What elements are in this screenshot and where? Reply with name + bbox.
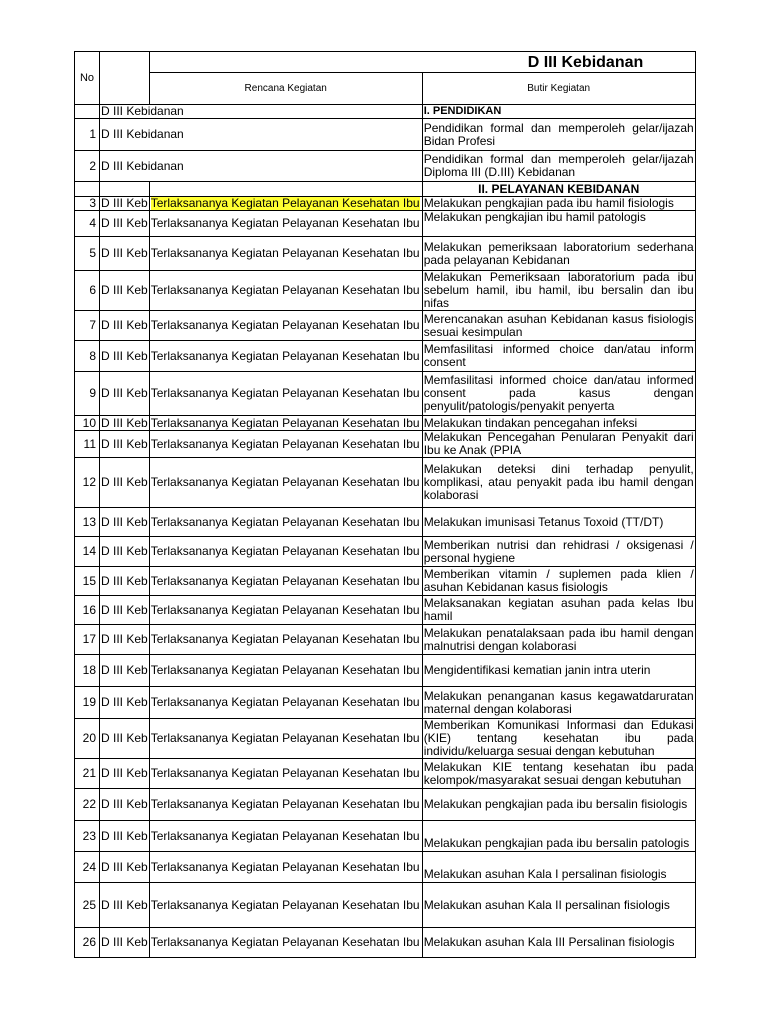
table-row [75, 341, 696, 372]
row-butir: Melakukan penatalaksaan pada ibu hamil dengan malnutrisi dengan kolaborasi [423, 625, 694, 653]
table-row [75, 687, 696, 719]
table-row [75, 655, 696, 687]
table-row [75, 789, 696, 821]
row-rencana-text: Terlaksananya Kegiatan Pelayanan Kesehatan Ibu [150, 897, 420, 912]
row-unit-text: D III Keb [101, 196, 148, 210]
col-header-butir: Butir Kegiatan [422, 73, 695, 105]
row-butir: Melakukan Pencegahan Penularan Penyakit dari Ibu ke Anak (PPIA [423, 430, 694, 457]
row-unit: D III Kebidanan [100, 119, 423, 151]
row-rencana [149, 372, 422, 416]
table-row [75, 237, 696, 271]
row-unit [100, 197, 150, 211]
table-row [75, 821, 696, 852]
row-rencana [149, 655, 422, 687]
row-unit-text: D III Keb [101, 514, 148, 529]
highlighted-rencana: Terlaksananya Kegiatan Pelayanan Kesehatan Ibu [150, 196, 420, 210]
row-no: 2 [75, 151, 100, 182]
row-rencana [149, 821, 422, 852]
row-no: 15 [75, 567, 100, 596]
row-no: 4 [75, 211, 100, 237]
row-rencana [149, 341, 422, 372]
row-no: 19 [75, 687, 100, 719]
section-row-pelayanan [75, 182, 696, 197]
row-butir: Melakukan asuhan Kala III Persalinan fisiologis [422, 928, 695, 958]
row-no: 10 [75, 416, 100, 431]
row-no: 1 [75, 119, 100, 151]
row-unit [100, 508, 150, 537]
row-rencana [149, 182, 422, 197]
row-rencana-text: Terlaksananya Kegiatan Pelayanan Kesehatan Ibu [150, 573, 420, 588]
row-unit-text: D III Keb [101, 731, 148, 745]
row-rencana [149, 416, 422, 431]
row-no: 24 [75, 852, 100, 883]
title-row [75, 52, 696, 73]
row-no: 11 [75, 431, 100, 458]
row-unit [100, 687, 150, 719]
row-butir: Melakukan tindakan pencegahan infeksi [422, 416, 695, 431]
row-no: 3 [75, 197, 100, 211]
row-unit-text: D III Keb [101, 246, 148, 260]
row-unit-text: D III Keb [101, 415, 148, 430]
row-rencana [149, 508, 422, 537]
row-butir: Melakukan pemeriksaan laboratorium sederhana pada pelayanan Kebidanan [422, 237, 695, 271]
row-rencana-text: Terlaksananya Kegiatan Pelayanan Kesehatan Ibu [150, 436, 420, 451]
table-row [75, 596, 696, 625]
row-rencana-text: Terlaksananya Kegiatan Pelayanan Kesehatan Ibu [150, 663, 420, 677]
row-butir: Melakukan pengkajian pada ibu bersalin patologis [422, 821, 695, 852]
row-butir: Melakukan asuhan Kala II persalinan fisiologis [422, 883, 695, 928]
row-no: 18 [75, 655, 100, 687]
row-unit [100, 431, 150, 458]
row-no: 5 [75, 237, 100, 271]
row-unit-text: D III Keb [101, 318, 148, 332]
row-unit-text: D III Keb [101, 632, 148, 646]
table-row [75, 852, 696, 883]
col-header-rencana: Rencana Kegiatan [149, 73, 422, 105]
row-rencana-text: Terlaksananya Kegiatan Pelayanan Kesehatan Ibu [150, 602, 420, 617]
row-no: 8 [75, 341, 100, 372]
row-unit [100, 567, 150, 596]
row-no: 13 [75, 508, 100, 537]
table-row [75, 197, 696, 211]
row-butir: Pendidikan formal dan memperoleh gelar/ijazah Bidan Profesi [422, 119, 695, 151]
section-title-pendidikan: I. PENDIDIKAN [422, 105, 695, 119]
row-butir: Melakukan pengkajian pada ibu bersalin fisiologis [422, 789, 695, 821]
row-butir: Pendidikan formal dan memperoleh gelar/ijazah Diploma III (D.III) Kebidanan [422, 151, 695, 182]
row-butir: Merencanakan asuhan Kebidanan kasus fisiologis sesuai kesimpulan [423, 311, 694, 339]
row-unit [100, 719, 150, 759]
row-butir: Melakukan deteksi dini terhadap penyulit, komplikasi, atau penyakit pada ibu hamil dengan kolaborasi [422, 458, 695, 508]
row-butir: Melakukan penanganan kasus kegawatdaruratan maternal dengan kolaborasi [422, 687, 695, 719]
row-no: 22 [75, 789, 100, 821]
row-butir: Mengidentifikasi kematian janin intra uterin [422, 655, 695, 687]
row-rencana-text: Terlaksananya Kegiatan Pelayanan Kesehatan Ibu [150, 632, 420, 646]
row-rencana-text: Terlaksananya Kegiatan Pelayanan Kesehatan Ibu [150, 318, 420, 332]
row-rencana [149, 311, 422, 341]
row-unit [100, 271, 150, 311]
row-rencana-text: Terlaksananya Kegiatan Pelayanan Kesehatan Ibu [150, 386, 420, 400]
row-butir: Memfasilitasi informed choice dan/atau inform consent [422, 341, 695, 372]
row-rencana [149, 431, 422, 458]
col-header-unit [100, 52, 150, 105]
row-unit-text: D III Keb [101, 573, 148, 588]
row-rencana [149, 928, 422, 958]
row-rencana-text: Terlaksananya Kegiatan Pelayanan Kesehatan Ibu [150, 246, 420, 260]
row-unit [100, 789, 150, 821]
table-row [75, 311, 696, 341]
table-row [75, 719, 696, 759]
row-rencana [149, 759, 422, 789]
row-no: 9 [75, 372, 100, 416]
row-butir: Melakukan pengkajian pada ibu hamil fisiologis [422, 197, 695, 211]
row-rencana [149, 596, 422, 625]
row-unit-text: D III Keb [101, 602, 148, 617]
row-unit [100, 625, 150, 655]
row-unit [100, 416, 150, 431]
row-unit: D III Kebidanan [100, 151, 423, 182]
table-row [75, 883, 696, 928]
row-unit-text: D III Keb [101, 216, 148, 230]
table-row [75, 151, 696, 182]
row-rencana-text: Terlaksananya Kegiatan Pelayanan Kesehatan Ibu [150, 415, 420, 430]
table-row [75, 625, 696, 655]
row-butir: Memberikan nutrisi dan rehidrasi / oksigenasi / personal hygiene [423, 537, 694, 565]
row-unit-text: D III Keb [101, 695, 148, 709]
header-row [75, 73, 696, 105]
row-no: 21 [75, 759, 100, 789]
row-no: 12 [75, 458, 100, 508]
table-row [75, 431, 696, 458]
row-rencana [149, 271, 422, 311]
row-unit [100, 537, 150, 567]
row-no: 6 [75, 271, 100, 311]
row-unit [100, 211, 150, 237]
row-butir: Memberikan vitamin / suplemen pada klien / asuhan Kebidanan kasus fisiologis [423, 567, 694, 594]
table-row [75, 119, 696, 151]
table-row [75, 458, 696, 508]
row-unit-text: D III Keb [101, 828, 148, 843]
section-row-pendidikan [75, 105, 696, 119]
row-unit-text: D III Keb [101, 386, 148, 400]
row-unit-text: D III Keb [101, 766, 148, 780]
table-row [75, 271, 696, 311]
row-unit [100, 759, 150, 789]
row-unit-text: D III Keb [101, 283, 148, 297]
row-unit-text: D III Keb [101, 544, 148, 558]
row-butir: Melakukan pengkajian ibu hamil patologis [422, 211, 695, 237]
row-unit [100, 341, 150, 372]
row-rencana-text: Terlaksananya Kegiatan Pelayanan Kesehatan Ibu [150, 348, 420, 363]
row-no: 25 [75, 883, 100, 928]
row-unit-text: D III Keb [101, 663, 148, 677]
row-unit [100, 372, 150, 416]
row-unit [100, 883, 150, 928]
row-unit [100, 237, 150, 271]
row-butir: Melakukan asuhan Kala I persalinan fisiologis [422, 852, 695, 883]
row-rencana-text: Terlaksananya Kegiatan Pelayanan Kesehatan Ibu [150, 859, 420, 874]
row-rencana [149, 625, 422, 655]
row-no: 14 [75, 537, 100, 567]
row-unit [100, 821, 150, 852]
row-rencana-text: Terlaksananya Kegiatan Pelayanan Kesehatan Ibu [150, 514, 420, 529]
row-rencana [149, 719, 422, 759]
table-row [75, 759, 696, 789]
row-butir: Memfasilitasi informed choice dan/atau informed consent pada kasus dengan penyulit/patologis/penyakit penyerta [422, 372, 695, 416]
row-unit [100, 596, 150, 625]
row-unit-text: D III Keb [101, 935, 148, 949]
col-header-no: No [75, 52, 100, 105]
row-rencana [149, 852, 422, 883]
row-rencana-text: Terlaksananya Kegiatan Pelayanan Kesehatan Ibu [150, 731, 420, 745]
row-unit-text: D III Keb [101, 348, 148, 363]
row-unit [100, 182, 150, 197]
row-no: 16 [75, 596, 100, 625]
row-rencana [149, 537, 422, 567]
row-no: 7 [75, 311, 100, 341]
row-rencana [149, 687, 422, 719]
row-rencana-text: Terlaksananya Kegiatan Pelayanan Kesehatan Ibu [150, 695, 420, 709]
row-unit-text: D III Keb [101, 475, 148, 489]
row-rencana-text: Terlaksananya Kegiatan Pelayanan Kesehatan Ibu [150, 766, 420, 780]
row-rencana-text: Terlaksananya Kegiatan Pelayanan Kesehatan Ibu [150, 283, 420, 297]
table-row [75, 211, 696, 237]
row-rencana [149, 789, 422, 821]
row-butir: Melakukan Pemeriksaan laboratorium pada ibu sebelum hamil, ibu hamil, ibu bersalin dan ibu nifas [423, 270, 694, 310]
row-unit [100, 928, 150, 958]
row-no [75, 105, 100, 119]
row-no [75, 182, 100, 197]
row-rencana-text: Terlaksananya Kegiatan Pelayanan Kesehatan Ibu [150, 475, 420, 489]
row-unit-text: D III Keb [101, 859, 148, 874]
row-no: 17 [75, 625, 100, 655]
table-row [75, 508, 696, 537]
table-row [75, 537, 696, 567]
row-rencana [149, 458, 422, 508]
row-rencana-text: Terlaksananya Kegiatan Pelayanan Kesehatan Ibu [150, 828, 420, 843]
row-unit-text: D III Keb [101, 797, 148, 811]
row-butir: Melaksanakan kegiatan asuhan pada kelas Ibu hamil [423, 596, 694, 623]
row-no: 23 [75, 821, 100, 852]
row-no: 26 [75, 928, 100, 958]
row-rencana [149, 211, 422, 237]
row-unit-text: D III Keb [101, 436, 148, 451]
kegiatan-table [74, 51, 696, 958]
table-row [75, 416, 696, 431]
row-unit [100, 311, 150, 341]
row-rencana [149, 567, 422, 596]
row-rencana [149, 197, 422, 211]
sheet-title: D III Kebidanan [149, 52, 695, 73]
section-title-pelayanan: II. PELAYANAN KEBIDANAN [422, 182, 695, 197]
table-row [75, 928, 696, 958]
row-unit-text: D III Keb [101, 897, 148, 912]
row-rencana-text: Terlaksananya Kegiatan Pelayanan Kesehatan Ibu [150, 797, 420, 811]
row-butir: Melakukan KIE tentang kesehatan ibu pada kelompok/masyarakat sesuai dengan kebutuhan [423, 759, 694, 787]
row-unit [100, 458, 150, 508]
row-no: 20 [75, 719, 100, 759]
row-rencana-text: Terlaksananya Kegiatan Pelayanan Kesehatan Ibu [150, 544, 420, 558]
row-butir: Melakukan imunisasi Tetanus Toxoid (TT/DT) [422, 508, 695, 537]
row-unit [100, 655, 150, 687]
table-row [75, 372, 696, 416]
row-rencana-text: Terlaksananya Kegiatan Pelayanan Kesehatan Ibu [150, 935, 420, 949]
table-row [75, 567, 696, 596]
row-rencana-text: Terlaksananya Kegiatan Pelayanan Kesehatan Ibu [150, 216, 420, 230]
row-butir: Memberikan Komunikasi Informasi dan Edukasi (KIE) tentang kesehatan ibu pada individu/keluarga sesuai dengan kebutuhan [423, 718, 694, 758]
row-unit [100, 852, 150, 883]
row-rencana [149, 237, 422, 271]
row-rencana [149, 883, 422, 928]
row-unit: D III Kebidanan [100, 105, 423, 119]
